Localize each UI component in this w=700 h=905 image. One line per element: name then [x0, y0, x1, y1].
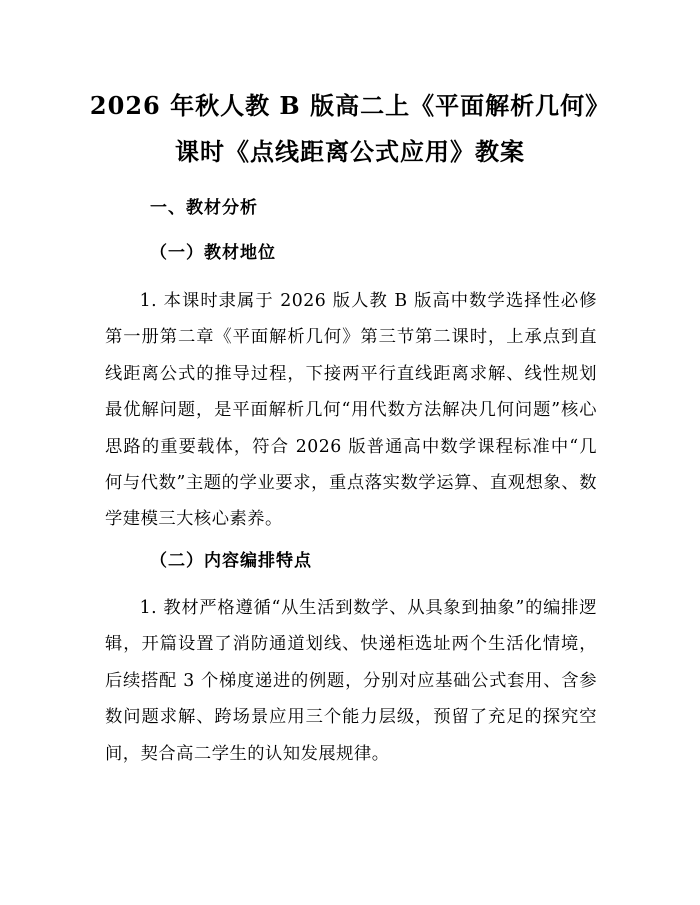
- subsection-heading-content-arrangement: （二）内容编排特点: [150, 551, 312, 571]
- subsection-heading-textbook-position: （一）教材地位: [150, 243, 276, 263]
- paragraph-textbook-position: 1. 本课时隶属于 2026 版人教 B 版高中数学选择性必修第一册第二章《平面解析几何》第三节第二课时，上承点到直线距离公式的推导过程，下接两平行直线距离求解、线性规划最优解问题，是平面解析几何“用代数方法解决几何问题”核心思路的重要载体，符合 2026 版普通高中数学课程标准中“几何与代数”主题的学业要求，重点落实数学运算、直观想象、数学建模三大核心素养。: [105, 291, 597, 530]
- section-heading-textbook-analysis: 一、教材分析: [150, 198, 258, 218]
- document-title-line2: 课时《点线距离公式应用》教案: [175, 137, 525, 166]
- paragraph-content-arrangement: 1. 教材严格遵循“从生活到数学、从具象到抽象”的编排逻辑，开篇设置了消防通道划线、快递柜选址两个生活化情境，后续搭配 3 个梯度递进的例题，分别对应基础公式套用、含参数问题求解、跨场景应用三个能力层级，预留了充足的探究空间，契合高二学生的认知发展规律。: [105, 598, 597, 764]
- document-title-line1: 2026 年秋人教 B 版高二上《平面解析几何》: [89, 91, 611, 120]
